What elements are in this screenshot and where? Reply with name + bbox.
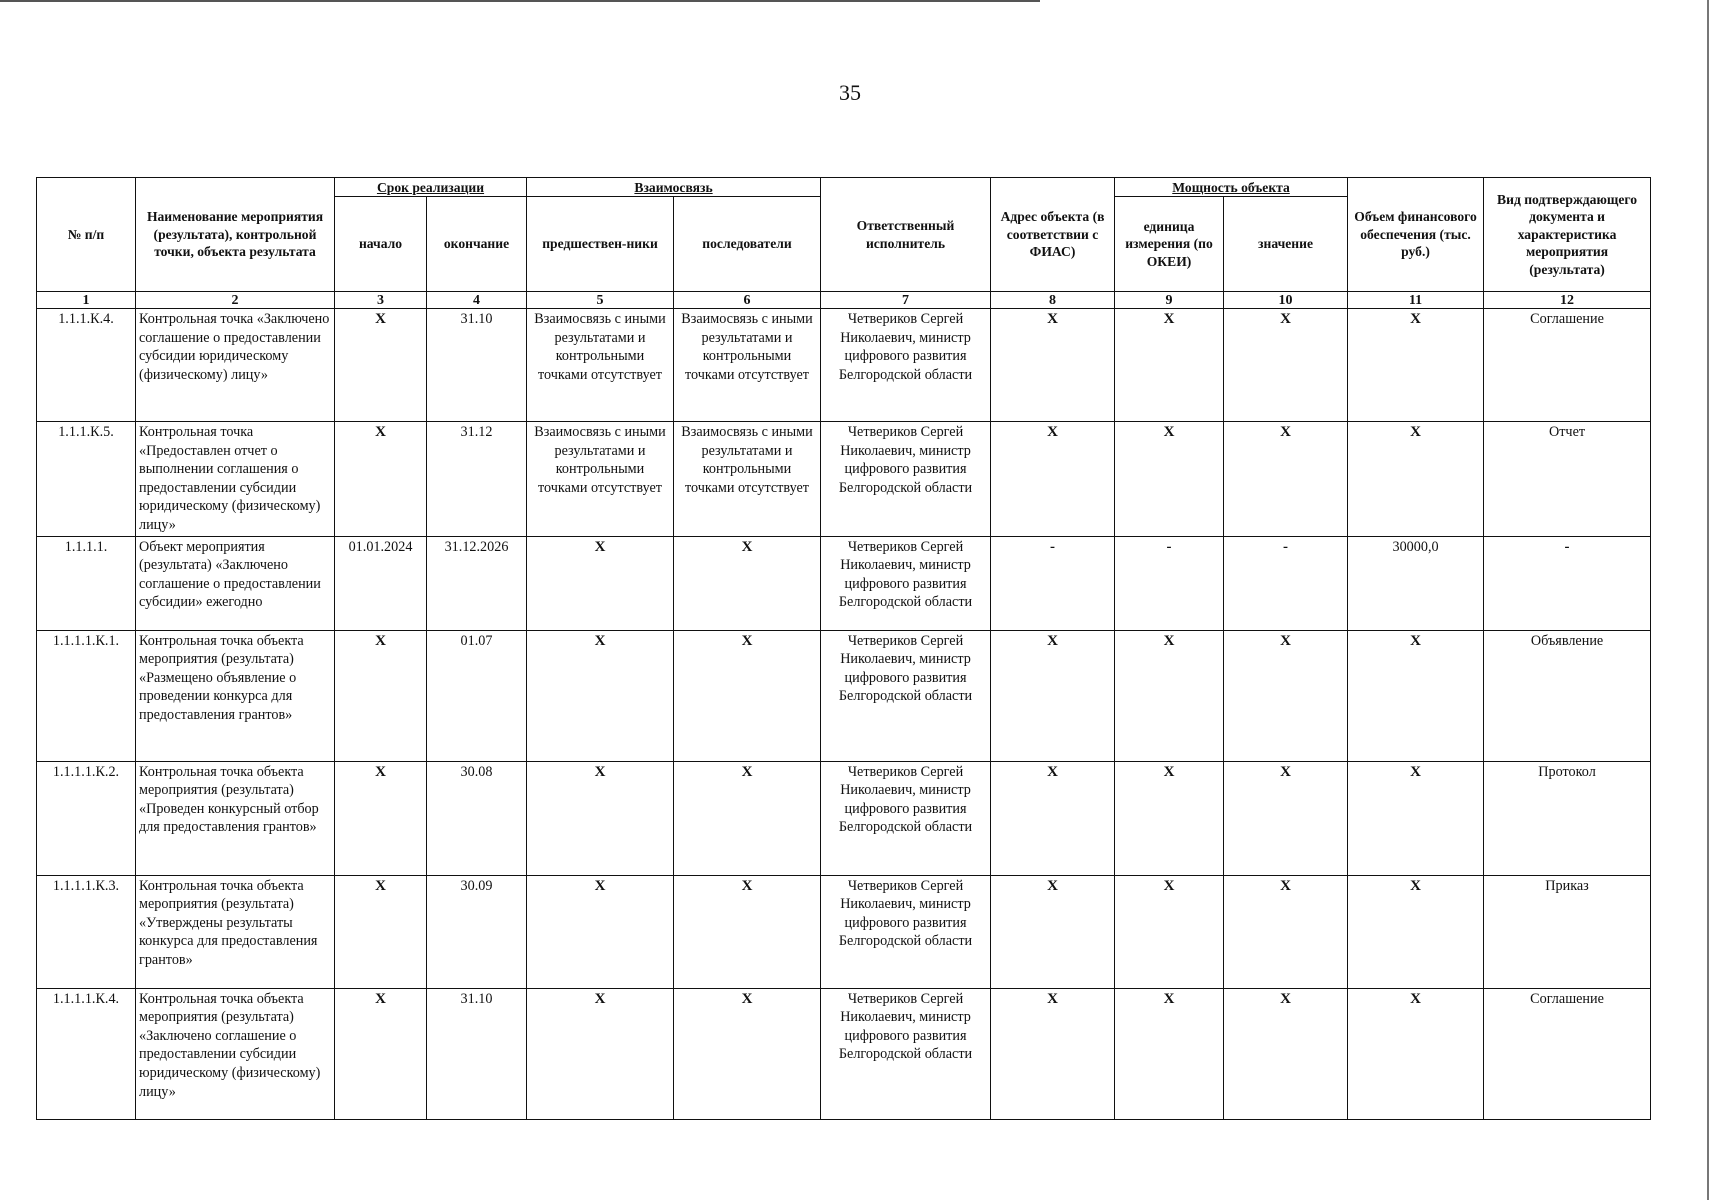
cell-number: 1.1.1.1.К.2.	[37, 761, 136, 875]
column-number: 6	[674, 292, 821, 309]
header-link-next: последователи	[674, 197, 821, 292]
cell-successors: X	[674, 875, 821, 988]
cell-successors: X	[674, 988, 821, 1119]
cell-address: X	[991, 422, 1115, 537]
table-body	[37, 309, 1651, 1120]
cell-responsible: Четвериков Сергей Николаевич, министр цифрового развития Белгородской области	[821, 630, 991, 761]
cell-end: 31.10	[427, 988, 527, 1119]
cell-document: Приказ	[1484, 875, 1651, 988]
cell-name: Объект мероприятия (результата) «Заключено соглашение о предоставлении субсидии» ежегодно	[136, 536, 335, 630]
cell-successors: Взаимосвязь с иными результатами и контрольными точками отсутствует	[674, 422, 821, 537]
cell-finance: 30000,0	[1348, 536, 1484, 630]
cell-document: Соглашение	[1484, 988, 1651, 1119]
header-group-term: Срок реализации	[335, 178, 527, 197]
cell-value: X	[1224, 630, 1348, 761]
cell-predecessors: X	[527, 988, 674, 1119]
header-name: Наименование мероприятия (результата), контрольной точки, объекта результата	[136, 178, 335, 292]
cell-responsible: Четвериков Сергей Николаевич, министр цифрового развития Белгородской области	[821, 309, 991, 422]
cell-predecessors: Взаимосвязь с иными результатами и контрольными точками отсутствует	[527, 309, 674, 422]
column-number: 2	[136, 292, 335, 309]
header-link-pred: предшествен-ники	[527, 197, 674, 292]
cell-start: 01.01.2024	[335, 536, 427, 630]
cell-address: X	[991, 309, 1115, 422]
cell-end: 01.07	[427, 630, 527, 761]
cell-responsible: Четвериков Сергей Николаевич, министр цифрового развития Белгородской области	[821, 536, 991, 630]
cell-end: 31.10	[427, 309, 527, 422]
cell-predecessors: X	[527, 761, 674, 875]
column-number: 7	[821, 292, 991, 309]
cell-document: Соглашение	[1484, 309, 1651, 422]
column-number: 11	[1348, 292, 1484, 309]
cell-start: X	[335, 988, 427, 1119]
table-row	[37, 536, 1651, 630]
cell-address: X	[991, 988, 1115, 1119]
cell-number: 1.1.1.1.К.1.	[37, 630, 136, 761]
cell-name: Контрольная точка объекта мероприятия (результата) «Утверждены результаты конкурса для предоставления грантов»	[136, 875, 335, 988]
cell-name: Контрольная точка объекта мероприятия (результата) «Размещено объявление о проведении конкурса для предоставления грантов»	[136, 630, 335, 761]
cell-name: Контрольная точка объекта мероприятия (результата) «Заключено соглашение о предоставлении субсидии юридическому (физическому) лицу»	[136, 988, 335, 1119]
header-power-unit: единица измерения (по ОКЕИ)	[1115, 197, 1224, 292]
cell-value: X	[1224, 875, 1348, 988]
activities-table	[36, 177, 1651, 1120]
cell-address: -	[991, 536, 1115, 630]
header-group-link: Взаимосвязь	[527, 178, 821, 197]
cell-finance: X	[1348, 309, 1484, 422]
cell-finance: X	[1348, 422, 1484, 537]
table-row	[37, 988, 1651, 1119]
cell-address: X	[991, 761, 1115, 875]
cell-unit: X	[1115, 309, 1224, 422]
cell-finance: X	[1348, 875, 1484, 988]
column-number: 3	[335, 292, 427, 309]
header-address: Адрес объекта (в соответствии с ФИАС)	[991, 178, 1115, 292]
cell-number: 1.1.1.1.К.4.	[37, 988, 136, 1119]
cell-end: 31.12	[427, 422, 527, 537]
cell-responsible: Четвериков Сергей Николаевич, министр цифрового развития Белгородской области	[821, 761, 991, 875]
cell-document: Отчет	[1484, 422, 1651, 537]
cell-finance: X	[1348, 630, 1484, 761]
page-number: 35	[839, 80, 861, 105]
cell-document: Объявление	[1484, 630, 1651, 761]
cell-start: X	[335, 630, 427, 761]
cell-name: Контрольная точка объекта мероприятия (результата) «Проведен конкурсный отбор для предоставления грантов»	[136, 761, 335, 875]
cell-successors: X	[674, 630, 821, 761]
cell-responsible: Четвериков Сергей Николаевич, министр цифрового развития Белгородской области	[821, 422, 991, 537]
cell-value: X	[1224, 422, 1348, 537]
cell-unit: X	[1115, 988, 1224, 1119]
cell-successors: X	[674, 761, 821, 875]
column-number: 12	[1484, 292, 1651, 309]
cell-unit: X	[1115, 761, 1224, 875]
cell-predecessors: X	[527, 536, 674, 630]
table-row	[37, 875, 1651, 988]
header-document: Вид подтверждающего документа и характеристика мероприятия (результата)	[1484, 178, 1651, 292]
column-numbers-row	[37, 292, 1651, 309]
cell-start: X	[335, 422, 427, 537]
cell-successors: X	[674, 536, 821, 630]
cell-value: X	[1224, 988, 1348, 1119]
cell-unit: X	[1115, 630, 1224, 761]
cell-start: X	[335, 761, 427, 875]
header-term-start: начало	[335, 197, 427, 292]
cell-address: X	[991, 875, 1115, 988]
column-number: 4	[427, 292, 527, 309]
cell-number: 1.1.1.1.	[37, 536, 136, 630]
column-number: 1	[37, 292, 136, 309]
column-number: 10	[1224, 292, 1348, 309]
table-row	[37, 630, 1651, 761]
cell-end: 30.09	[427, 875, 527, 988]
cell-predecessors: X	[527, 875, 674, 988]
column-number: 8	[991, 292, 1115, 309]
cell-start: X	[335, 309, 427, 422]
cell-unit: -	[1115, 536, 1224, 630]
table-row	[37, 761, 1651, 875]
column-number: 5	[527, 292, 674, 309]
column-number: 9	[1115, 292, 1224, 309]
cell-name: Контрольная точка «Заключено соглашение о предоставлении субсидии юридическому (физическому) лицу»	[136, 309, 335, 422]
header-finance: Объем финансового обеспечения (тыс. руб.)	[1348, 178, 1484, 292]
cell-predecessors: X	[527, 630, 674, 761]
cell-finance: X	[1348, 988, 1484, 1119]
cell-responsible: Четвериков Сергей Николаевич, министр цифрового развития Белгородской области	[821, 988, 991, 1119]
header-power-value: значение	[1224, 197, 1348, 292]
header-responsible: Ответственный исполнитель	[821, 178, 991, 292]
cell-finance: X	[1348, 761, 1484, 875]
cell-document: Протокол	[1484, 761, 1651, 875]
header-number: № п/п	[37, 178, 136, 292]
cell-value: X	[1224, 761, 1348, 875]
cell-value: -	[1224, 536, 1348, 630]
cell-unit: X	[1115, 875, 1224, 988]
cell-responsible: Четвериков Сергей Николаевич, министр цифрового развития Белгородской области	[821, 875, 991, 988]
header-group-power: Мощность объекта	[1115, 178, 1348, 197]
table-row	[37, 422, 1651, 537]
cell-address: X	[991, 630, 1115, 761]
cell-successors: Взаимосвязь с иными результатами и контрольными точками отсутствует	[674, 309, 821, 422]
cell-end: 30.08	[427, 761, 527, 875]
table-header	[37, 178, 1651, 309]
cell-name: Контрольная точка «Предоставлен отчет о выполнении соглашения о предоставлении субсидии юридическому (физическому) лицу»	[136, 422, 335, 537]
header-term-end: окончание	[427, 197, 527, 292]
cell-number: 1.1.1.1.К.3.	[37, 875, 136, 988]
cell-end: 31.12.2026	[427, 536, 527, 630]
cell-number: 1.1.1.К.4.	[37, 309, 136, 422]
cell-document: -	[1484, 536, 1651, 630]
cell-number: 1.1.1.К.5.	[37, 422, 136, 537]
cell-value: X	[1224, 309, 1348, 422]
table-row	[37, 309, 1651, 422]
cell-start: X	[335, 875, 427, 988]
cell-predecessors: Взаимосвязь с иными результатами и контрольными точками отсутствует	[527, 422, 674, 537]
scan-edge-top	[0, 0, 1040, 2]
cell-unit: X	[1115, 422, 1224, 537]
